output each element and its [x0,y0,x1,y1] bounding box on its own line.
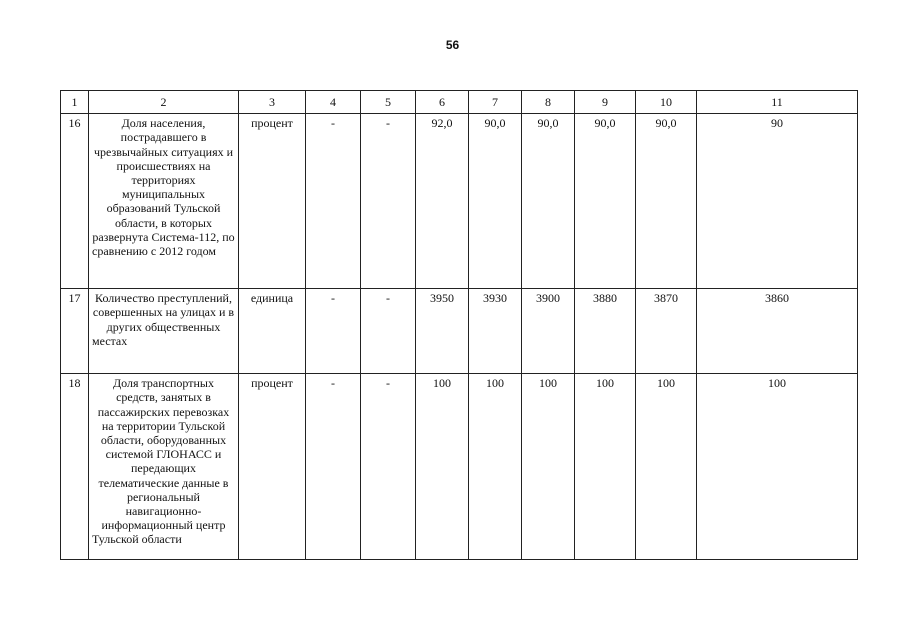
unit-cell: процент [239,374,306,560]
unit-cell: процент [239,114,306,289]
value-cell: 3900 [522,289,575,374]
value-cell: 90,0 [575,114,636,289]
value-cell: 3930 [469,289,522,374]
value-cell: 90,0 [522,114,575,289]
table-row [61,114,858,289]
value-cell: 100 [575,374,636,560]
column-header: 8 [522,91,575,114]
value-cell: - [361,374,416,560]
table-row [61,289,858,374]
column-header: 7 [469,91,522,114]
value-cell: 3860 [697,289,858,374]
value-cell: 100 [697,374,858,560]
value-cell: 90,0 [469,114,522,289]
indicators-table [60,90,858,560]
value-cell: 90 [697,114,858,289]
value-cell: - [361,289,416,374]
column-header: 5 [361,91,416,114]
column-header: 10 [636,91,697,114]
value-cell: 92,0 [416,114,469,289]
indicator-name: Количество преступлений, совершенных на улицах и в других общественных местах [89,289,239,374]
row-number: 16 [61,114,89,289]
value-cell: 100 [522,374,575,560]
value-cell: - [306,114,361,289]
table-row [61,374,858,560]
value-cell: 100 [469,374,522,560]
indicator-name: Доля населения, пострадавшего в чрезвычайных ситуациях и происшествиях на территориях муниципальных образований Тульской области, в которых развернута Система-112, по сравнению с 2012 годом [89,114,239,289]
column-header: 4 [306,91,361,114]
value-cell: 3880 [575,289,636,374]
column-header: 2 [89,91,239,114]
column-header: 11 [697,91,858,114]
value-cell: 3870 [636,289,697,374]
column-header: 1 [61,91,89,114]
column-header: 3 [239,91,306,114]
value-cell: 3950 [416,289,469,374]
row-number: 18 [61,374,89,560]
value-cell: - [361,114,416,289]
unit-cell: единица [239,289,306,374]
value-cell: - [306,289,361,374]
row-number: 17 [61,289,89,374]
column-header: 9 [575,91,636,114]
value-cell: - [306,374,361,560]
value-cell: 100 [416,374,469,560]
indicator-name: Доля транспортных средств, занятых в пассажирских перевозках на территории Тульской области, оборудованных системой ГЛОНАСС и передающих телематические данные в региональный навигационно-информационный центр Тульской области [89,374,239,560]
page-number: 56 [445,38,460,52]
value-cell: 90,0 [636,114,697,289]
table-header-row [61,91,858,114]
value-cell: 100 [636,374,697,560]
column-header: 6 [416,91,469,114]
